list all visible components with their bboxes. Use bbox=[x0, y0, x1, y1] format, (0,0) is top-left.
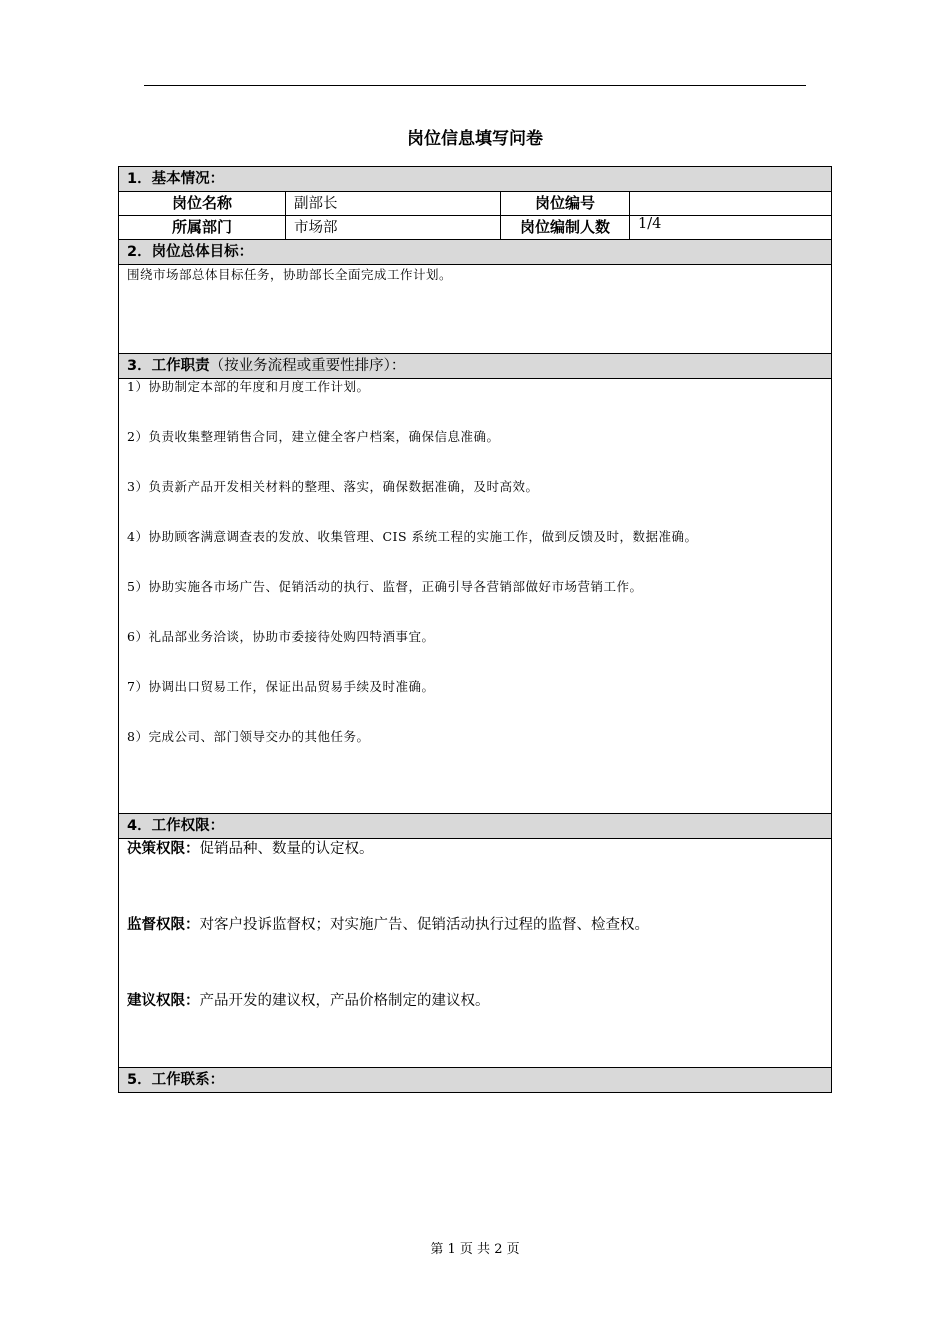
section-contacts-heading: 5．工作联系： bbox=[119, 1068, 832, 1093]
questionnaire-table bbox=[118, 166, 832, 1093]
section-basic-heading: 1．基本情况： bbox=[119, 167, 832, 192]
duty-item: 8）完成公司、部门领导交办的其他任务。 bbox=[127, 729, 370, 744]
duties-list bbox=[119, 379, 832, 814]
page-footer: 第 1 页 共 2 页 bbox=[430, 1242, 520, 1257]
authority-text: 对客户投诉监督权；对实施广告、促销活动执行过程的监督、检查权。 bbox=[199, 917, 649, 933]
position-name-label: 岗位名称 bbox=[119, 192, 286, 216]
authority-text: 促销品种、数量的认定权。 bbox=[199, 841, 374, 857]
authority-suggestion bbox=[127, 991, 823, 1067]
authority-supervision bbox=[127, 915, 823, 991]
department-value: 市场部 bbox=[286, 216, 501, 240]
authority-text: 产品开发的建议权，产品价格制定的建议权。 bbox=[199, 993, 490, 1009]
position-code-value bbox=[630, 192, 832, 216]
authority-decision bbox=[127, 839, 823, 915]
duty-item: 1）协助制定本部的年度和月度工作计划。 bbox=[127, 379, 370, 394]
headcount-value: 1/4 bbox=[630, 216, 832, 240]
page-title: 岗位信息填写问卷 bbox=[407, 129, 543, 149]
header-rule bbox=[144, 85, 806, 86]
duties-heading-text: 3．工作职责 bbox=[127, 358, 210, 374]
goal-content: 围绕市场部总体目标任务，协助部长全面完成工作计划。 bbox=[119, 265, 832, 354]
duty-item: 3）负责新产品开发相关材料的整理、落实，确保数据准确，及时高效。 bbox=[127, 479, 539, 494]
position-name-value: 副部长 bbox=[286, 192, 501, 216]
duty-item: 5）协助实施各市场广告、促销活动的执行、监督，正确引导各营销部做好市场营销工作。 bbox=[127, 579, 643, 594]
authority-list bbox=[119, 839, 832, 1068]
section-authority-heading: 4．工作权限： bbox=[119, 814, 832, 839]
section-duties-heading bbox=[119, 354, 832, 379]
headcount-label: 岗位编制人数 bbox=[501, 216, 630, 240]
duty-item: 2）负责收集整理销售合同，建立健全客户档案，确保信息准确。 bbox=[127, 429, 500, 444]
duties-heading-hint: （按业务流程或重要性排序）： bbox=[209, 358, 406, 374]
section-goal-heading: 2．岗位总体目标： bbox=[119, 240, 832, 265]
department-label: 所属部门 bbox=[119, 216, 286, 240]
duty-item: 6）礼品部业务洽谈，协助市委接待处购四特酒事宜。 bbox=[127, 629, 435, 644]
authority-label: 决策权限： bbox=[127, 841, 200, 857]
position-code-label: 岗位编号 bbox=[501, 192, 630, 216]
authority-label: 监督权限： bbox=[127, 917, 200, 933]
duty-item: 4）协助顾客满意调查表的发放、收集管理、CIS 系统工程的实施工作，做到反馈及时，数据准确。 bbox=[127, 529, 698, 544]
duty-item: 7）协调出口贸易工作，保证出品贸易手续及时准确。 bbox=[127, 679, 435, 694]
authority-label: 建议权限： bbox=[127, 993, 200, 1009]
